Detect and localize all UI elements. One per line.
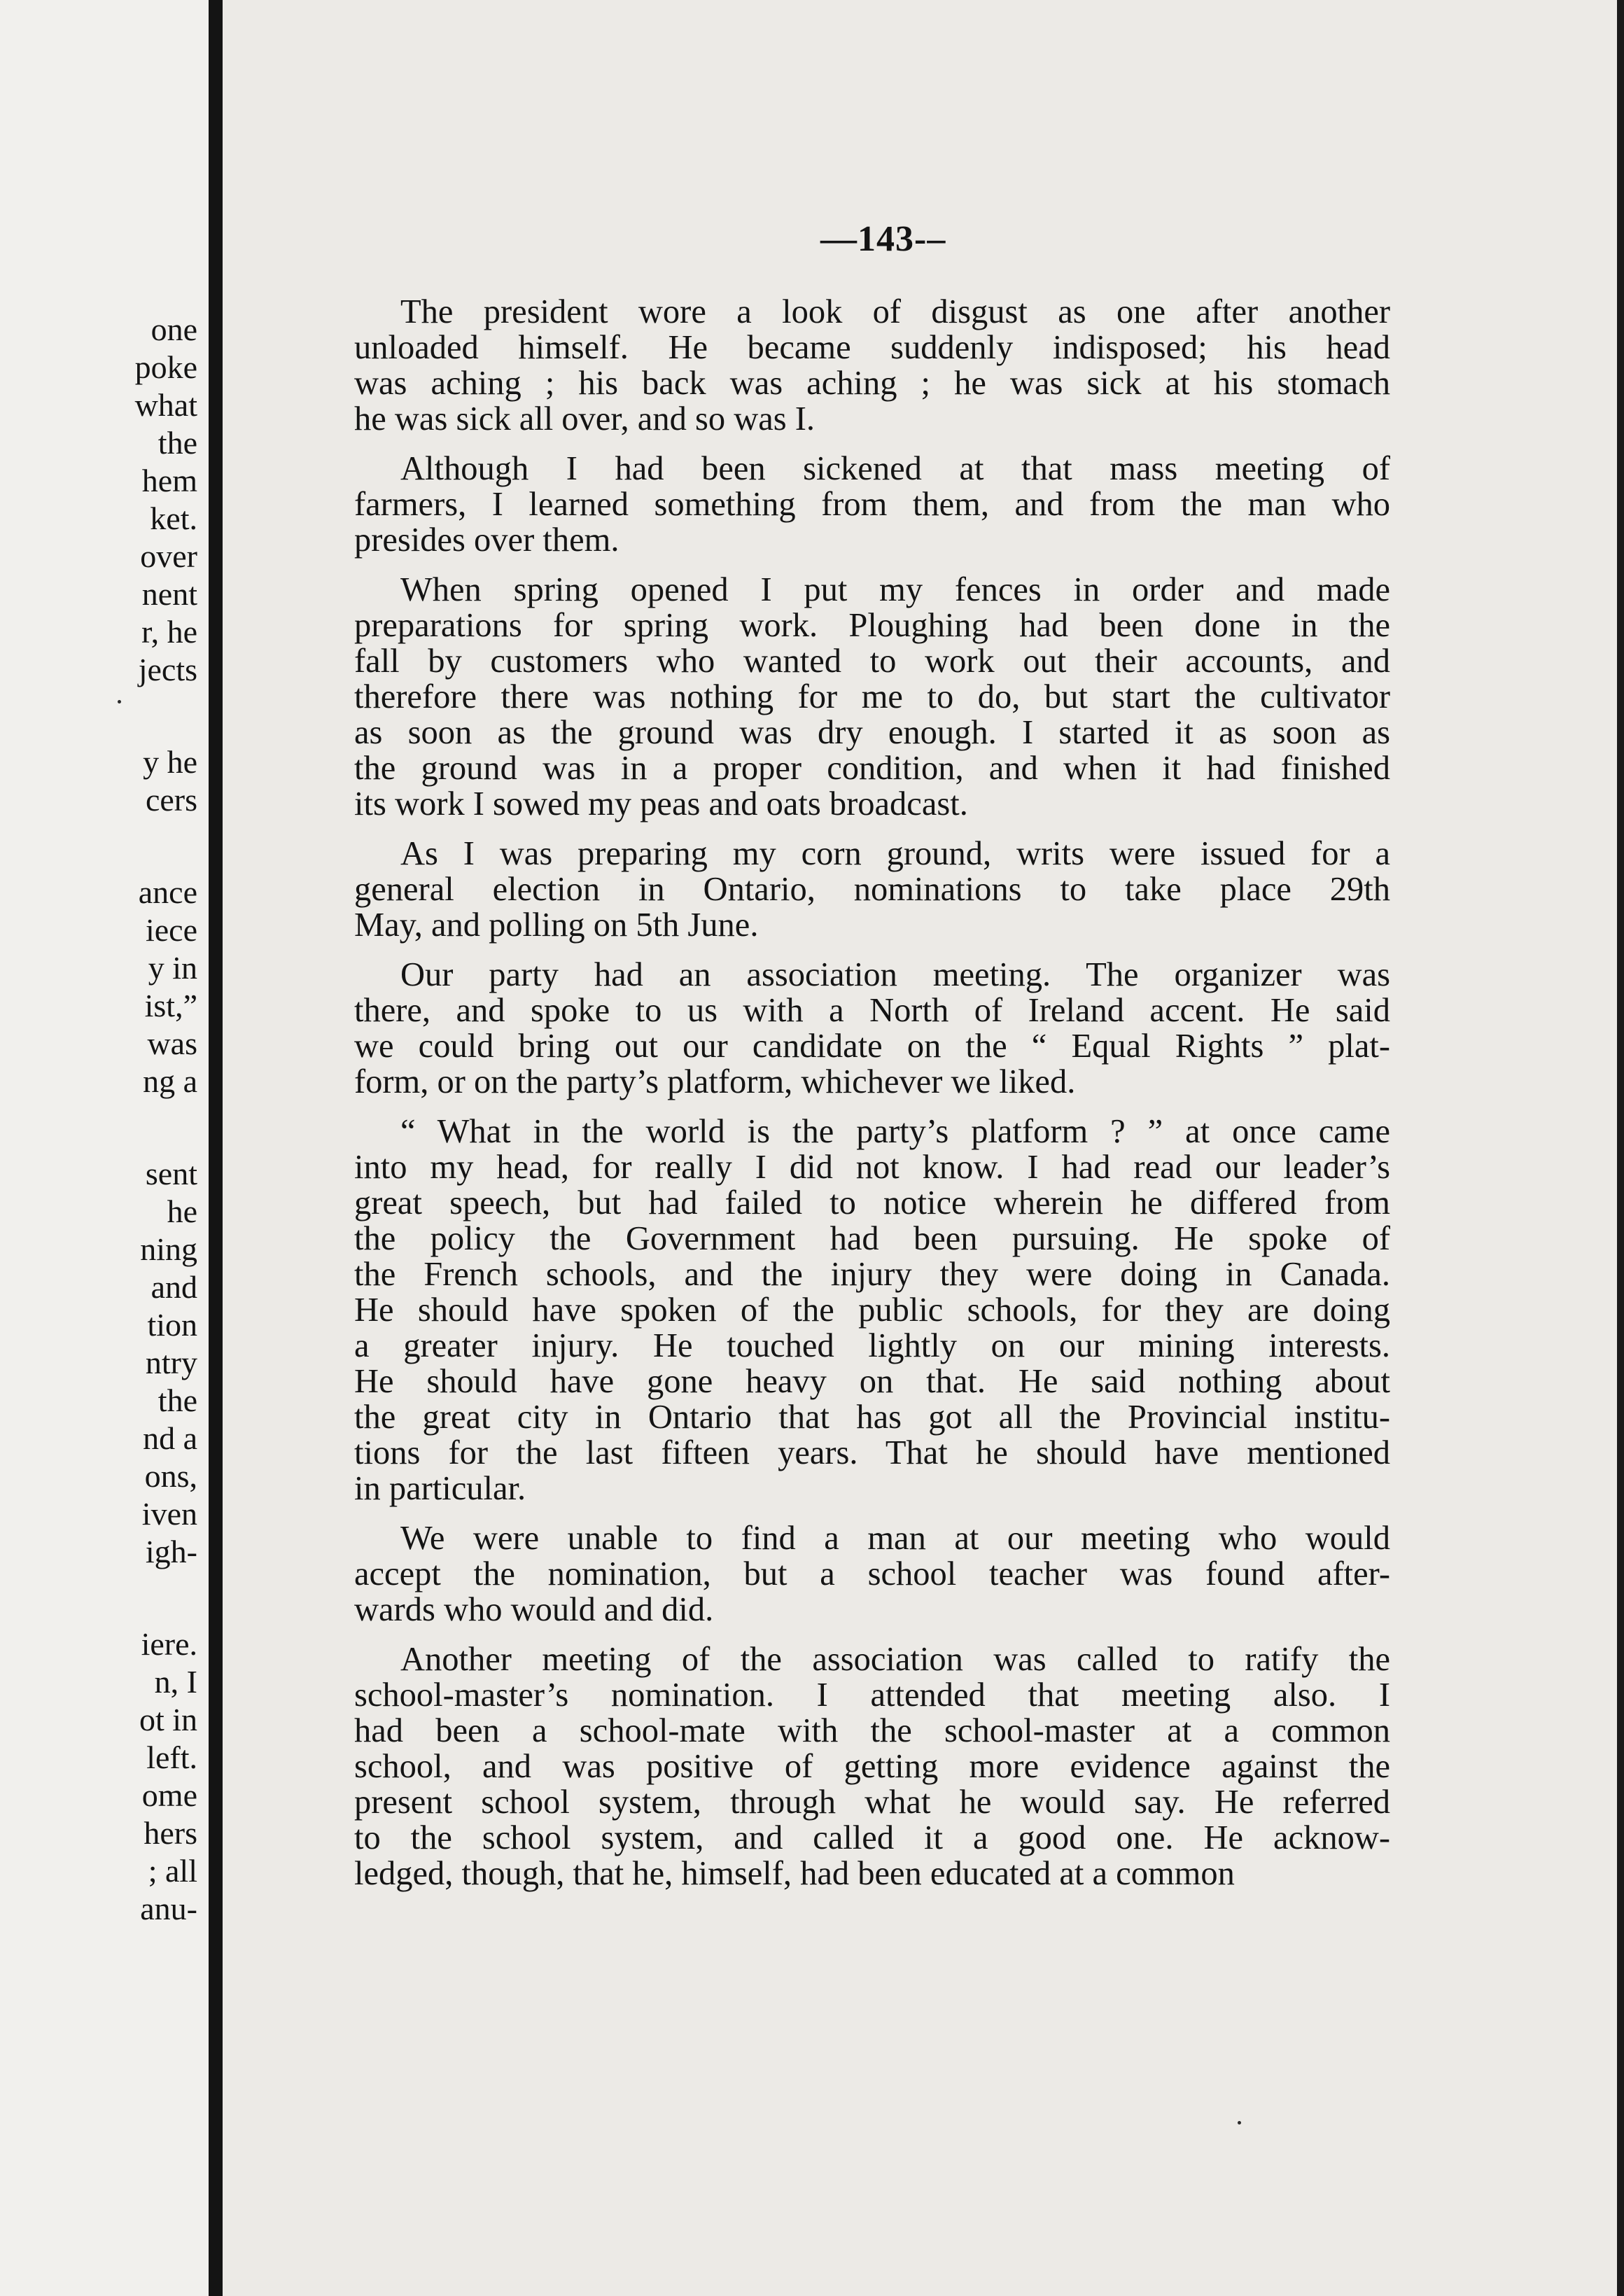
text-line: school, and was positive of getting more evidence against the	[354, 1748, 1390, 1785]
left-page-fragment: y he	[143, 744, 197, 780]
text-line: therefore there was nothing for me to do, but start the cultivator	[354, 678, 1390, 715]
left-page-fragment: n, I	[154, 1664, 197, 1700]
left-page-fragment: what	[134, 387, 197, 423]
text-line: there, and spoke to us with a North of Ireland accent. He said	[354, 992, 1390, 1029]
left-page-fragment: nd a	[143, 1420, 197, 1456]
paragraph	[354, 451, 1390, 558]
left-page-fragment: y in	[148, 950, 197, 986]
page-body-text	[354, 294, 1390, 1905]
paragraph	[354, 1520, 1390, 1628]
text-line: its work I sowed my peas and oats broadcast.	[354, 785, 968, 822]
left-page-fragment: tion	[147, 1307, 197, 1343]
text-line: presides over them.	[354, 522, 620, 559]
text-line: The president wore a look of disgust as one after another	[400, 293, 1390, 330]
text-line: tions for the last fifteen years. That he should have mentioned	[354, 1434, 1390, 1471]
paragraph	[354, 836, 1390, 943]
text-line: preparations for spring work. Ploughing had been done in the	[354, 607, 1390, 644]
left-page-fragment: ot in	[139, 1702, 197, 1737]
left-page-fragment: iere.	[141, 1626, 197, 1662]
text-line: ledged, though, that he, himself, had been educated at a common	[354, 1855, 1235, 1892]
left-page-fragment: ist,”	[144, 988, 197, 1023]
left-page-text-fragments	[0, 0, 197, 2296]
text-line: unloaded himself. He became suddenly indisposed; his head	[354, 329, 1390, 366]
text-line: He should have spoken of the public schools, for they are doing	[354, 1292, 1390, 1329]
left-page-fragment: ket.	[150, 500, 197, 536]
text-line: accept the nomination, but a school teacher was found after-	[354, 1555, 1390, 1592]
text-line: school-master’s nomination. I attended that meeting also. I	[354, 1676, 1390, 1714]
text-line: general election in Ontario, nominations to take place 29th	[354, 871, 1390, 908]
text-line: great speech, but had failed to notice wherein he differed from	[354, 1184, 1390, 1222]
text-line: into my head, for really I did not know. I had read our leader’s	[354, 1149, 1390, 1186]
text-line: he was sick all over, and so was I.	[354, 400, 816, 438]
book-gutter	[209, 0, 223, 2296]
text-line: May, and polling on 5th June.	[354, 906, 759, 944]
text-line: the great city in Ontario that has got all the Provincial institu-	[354, 1399, 1390, 1436]
paragraph	[354, 1642, 1390, 1891]
left-page-fragment: iven	[141, 1496, 197, 1532]
page-edge	[1617, 0, 1624, 2296]
left-page-fragment: iece	[145, 912, 197, 948]
left-page-fragment: poke	[134, 349, 197, 385]
left-page-fragment: left.	[146, 1740, 197, 1775]
paragraph	[354, 1114, 1390, 1506]
left-page-fragment: nent	[141, 576, 197, 612]
text-line: as soon as the ground was dry enough. I started it as soon as	[354, 714, 1390, 751]
text-line: farmers, I learned something from them, and from the man who	[354, 486, 1390, 523]
text-line: a greater injury. He touched lightly on our mining interests.	[354, 1327, 1390, 1364]
left-page-fragment: r, he	[141, 614, 197, 650]
text-line: fall by customers who wanted to work out their accounts, and	[354, 643, 1390, 680]
left-page-fragment: the	[158, 1382, 197, 1418]
left-page-fragment: anu-	[140, 1891, 197, 1926]
text-line: we could bring out our candidate on the “ Equal Rights ” plat-	[354, 1028, 1390, 1065]
text-line: Although I had been sickened at that mass meeting of	[400, 450, 1390, 487]
left-page-fragment: one	[150, 312, 197, 347]
text-line: the ground was in a proper condition, and when it had finished	[354, 750, 1390, 787]
left-page-fragment: ; all	[148, 1853, 197, 1889]
left-page-fragment: sent	[145, 1156, 197, 1191]
paragraph	[354, 294, 1390, 437]
text-line: When spring opened I put my fences in order and made	[400, 571, 1390, 608]
text-line: “ What in the world is the party’s platform ? ” at once came	[400, 1113, 1390, 1150]
text-line: had been a school-mate with the school-master at a common	[354, 1712, 1390, 1749]
left-page-fragment: over	[140, 538, 197, 574]
left-page-fragment: ng a	[143, 1063, 197, 1099]
paragraph	[354, 957, 1390, 1100]
left-page-fragment: ning	[140, 1231, 197, 1267]
text-line: was aching ; his back was aching ; he was sick at his stomach	[354, 365, 1390, 402]
left-page-fragment: jects	[138, 652, 197, 687]
left-page-fragment: ntry	[145, 1345, 197, 1380]
text-line: in particular.	[354, 1470, 526, 1507]
text-line: the policy the Government had been pursuing. He spoke of	[354, 1220, 1390, 1257]
left-page-fragment: ons,	[144, 1458, 197, 1494]
left-page-fragment: cers	[145, 782, 197, 818]
paper-speck	[118, 700, 121, 704]
text-line: He should have gone heavy on that. He said nothing about	[354, 1363, 1390, 1400]
left-page-fragment: he	[167, 1194, 197, 1229]
paragraph	[354, 572, 1390, 822]
text-line: form, or on the party’s platform, whichever we liked.	[354, 1063, 1076, 1100]
text-line: As I was preparing my corn ground, writs were issued for a	[400, 835, 1390, 872]
left-page-fragment: hem	[141, 463, 197, 498]
left-page-fragment: the	[158, 425, 197, 461]
text-line: Another meeting of the association was called to ratify the	[400, 1641, 1390, 1678]
left-page-fragment: igh-	[145, 1534, 197, 1569]
page-number: —143-–	[820, 219, 946, 259]
left-page	[0, 0, 209, 2296]
text-line: We were unable to find a man at our meeting who would	[400, 1520, 1390, 1557]
text-line: present school system, through what he would say. He referred	[354, 1784, 1390, 1821]
text-line: to the school system, and called it a good one. He acknow-	[354, 1819, 1390, 1856]
left-page-fragment: and	[150, 1269, 197, 1305]
left-page-fragment: ome	[141, 1777, 197, 1813]
text-line: wards who would and did.	[354, 1591, 714, 1628]
left-page-fragment: hers	[144, 1815, 197, 1851]
text-line: Our party had an association meeting. The organizer was	[400, 956, 1390, 993]
text-line: the French schools, and the injury they were doing in Canada.	[354, 1256, 1390, 1293]
paper-speck	[1238, 2121, 1241, 2124]
left-page-fragment: was	[147, 1026, 197, 1061]
left-page-fragment: ance	[138, 874, 197, 910]
